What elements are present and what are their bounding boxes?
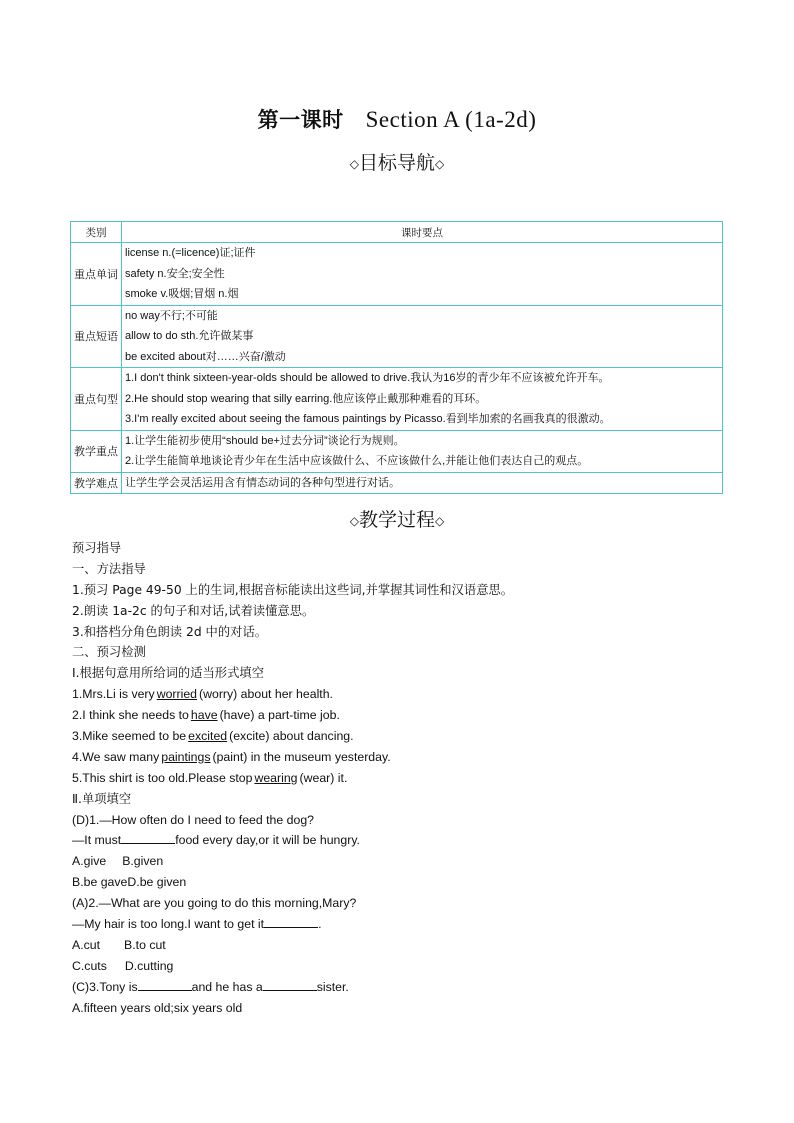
table-row — [71, 305, 723, 368]
header-points: 课时要点 — [122, 222, 723, 243]
preview-guide-heading: 预习指导 — [72, 541, 122, 555]
row-category: 教学难点 — [71, 472, 122, 494]
point-line: 3.I'm really excited about seeing the famous paintings by Picasso.看到毕加索的名画我真的很激动。 — [125, 413, 611, 425]
table-row — [71, 368, 723, 431]
goals-heading: ◇目标导航◇ — [349, 152, 445, 174]
fill-item: 5.This shirt is too old.Please stop wearing (wear) it. — [72, 770, 348, 785]
question-options: A.cut B.to cut — [72, 937, 166, 952]
question-options: C.cuts D.cutting — [72, 958, 174, 973]
table-header-row — [71, 222, 723, 243]
goals-table — [70, 221, 723, 494]
method-item: 1.预习 Page 49-50 上的生词,根据音标能读出这些词,并掌握其词性和汉语意思。 — [72, 582, 514, 597]
row-points — [122, 243, 723, 306]
part2-heading: Ⅱ.单项填空 — [72, 791, 132, 806]
answer-blank — [121, 831, 175, 844]
row-points — [122, 368, 723, 431]
fill-answer: paintings — [161, 749, 211, 764]
fill-answer: worried — [156, 687, 198, 702]
row-category: 重点单词 — [71, 243, 122, 306]
diamond-icon: ◇ — [435, 157, 445, 171]
table-row — [71, 243, 723, 306]
row-category: 重点句型 — [71, 368, 122, 431]
fill-answer: wearing — [254, 770, 298, 785]
fill-answer: have — [190, 708, 218, 723]
point-line: allow to do sth.允许做某事 — [125, 330, 254, 342]
fill-item: 4.We saw many paintings (paint) in the museum yesterday. — [72, 749, 391, 764]
row-category: 教学重点 — [71, 430, 122, 472]
point-line: license n.(=licence)证;证件 — [125, 247, 256, 259]
process-heading: ◇教学过程◇ — [349, 509, 445, 531]
answer-blank — [138, 978, 192, 991]
check-heading: 二、预习检测 — [72, 645, 146, 660]
header-category: 类别 — [71, 222, 122, 243]
row-points — [122, 472, 723, 494]
method-item: 2.朗读 1a-2c 的句子和对话,试着读懂意思。 — [72, 603, 315, 618]
method-item: 3.和搭档分角色朗读 2d 中的对话。 — [72, 624, 268, 639]
point-line: safety n.安全;安全性 — [125, 267, 225, 280]
row-points — [122, 305, 723, 368]
title-chinese: 第一课时 — [257, 108, 344, 132]
point-line: smoke v.吸烟;冒烟 n.烟 — [125, 288, 239, 300]
point-line: 1.让学生能初步使用“should be+过去分词”谈论行为规则。 — [125, 434, 405, 447]
diamond-icon: ◇ — [349, 157, 359, 171]
question-stem: (A)2.—What are you going to do this morning,Mary? — [72, 896, 357, 911]
answer-blank — [264, 915, 318, 928]
part1-heading: Ⅰ.根据句意用所给词的适当形式填空 — [72, 666, 264, 681]
lesson-body — [72, 538, 732, 1018]
diamond-icon: ◇ — [435, 514, 445, 528]
question-reply: —It must food every day,or it will be hungry. — [72, 833, 360, 848]
table-row — [71, 430, 723, 472]
fill-item: 2.I think she needs to have (have) a part-time job. — [72, 708, 340, 723]
question-reply: —My hair is too long.I want to get it . — [72, 917, 322, 932]
question-stem: (C)3.Tony is and he has a sister. — [72, 979, 349, 994]
method-heading: 一、方法指导 — [72, 561, 146, 576]
row-category: 重点短语 — [71, 305, 122, 368]
point-line: no way不行;不可能 — [125, 309, 218, 322]
row-points — [122, 430, 723, 472]
question-stem: (D)1.—How often do I need to feed the dog? — [72, 812, 314, 827]
question-options: A.fifteen years old;six years old — [72, 1000, 243, 1015]
point-line: 让学生学会灵活运用含有情态动词的各种句型进行对话。 — [125, 476, 400, 489]
fill-answer: excited — [188, 729, 228, 744]
fill-item: 3.Mike seemed to be excited (excite) about dancing. — [72, 729, 354, 744]
question-options: B.be gaveD.be given — [72, 875, 187, 890]
question-options: A.give B.given — [72, 854, 164, 869]
answer-blank — [263, 978, 317, 991]
point-line: 2.He should stop wearing that silly earring.他应该停止戴那种难看的耳环。 — [125, 392, 487, 405]
diamond-icon: ◇ — [349, 514, 359, 528]
fill-item: 1.Mrs.Li is very worried (worry) about her health. — [72, 687, 333, 702]
page-title — [0, 104, 794, 134]
title-english: Section A (1a-2d) — [365, 107, 537, 132]
point-line: 1.I don't think sixteen-year-olds should be allowed to drive.我认为16岁的青少年不应该被允许开车。 — [125, 372, 610, 384]
table-row — [71, 472, 723, 494]
point-line: be excited about对……兴奋/激动 — [125, 350, 286, 363]
point-line: 2.让学生能简单地谈论青少年在生活中应该做什么、不应该做什么,并能让他们表达自己的观点。 — [125, 455, 589, 467]
